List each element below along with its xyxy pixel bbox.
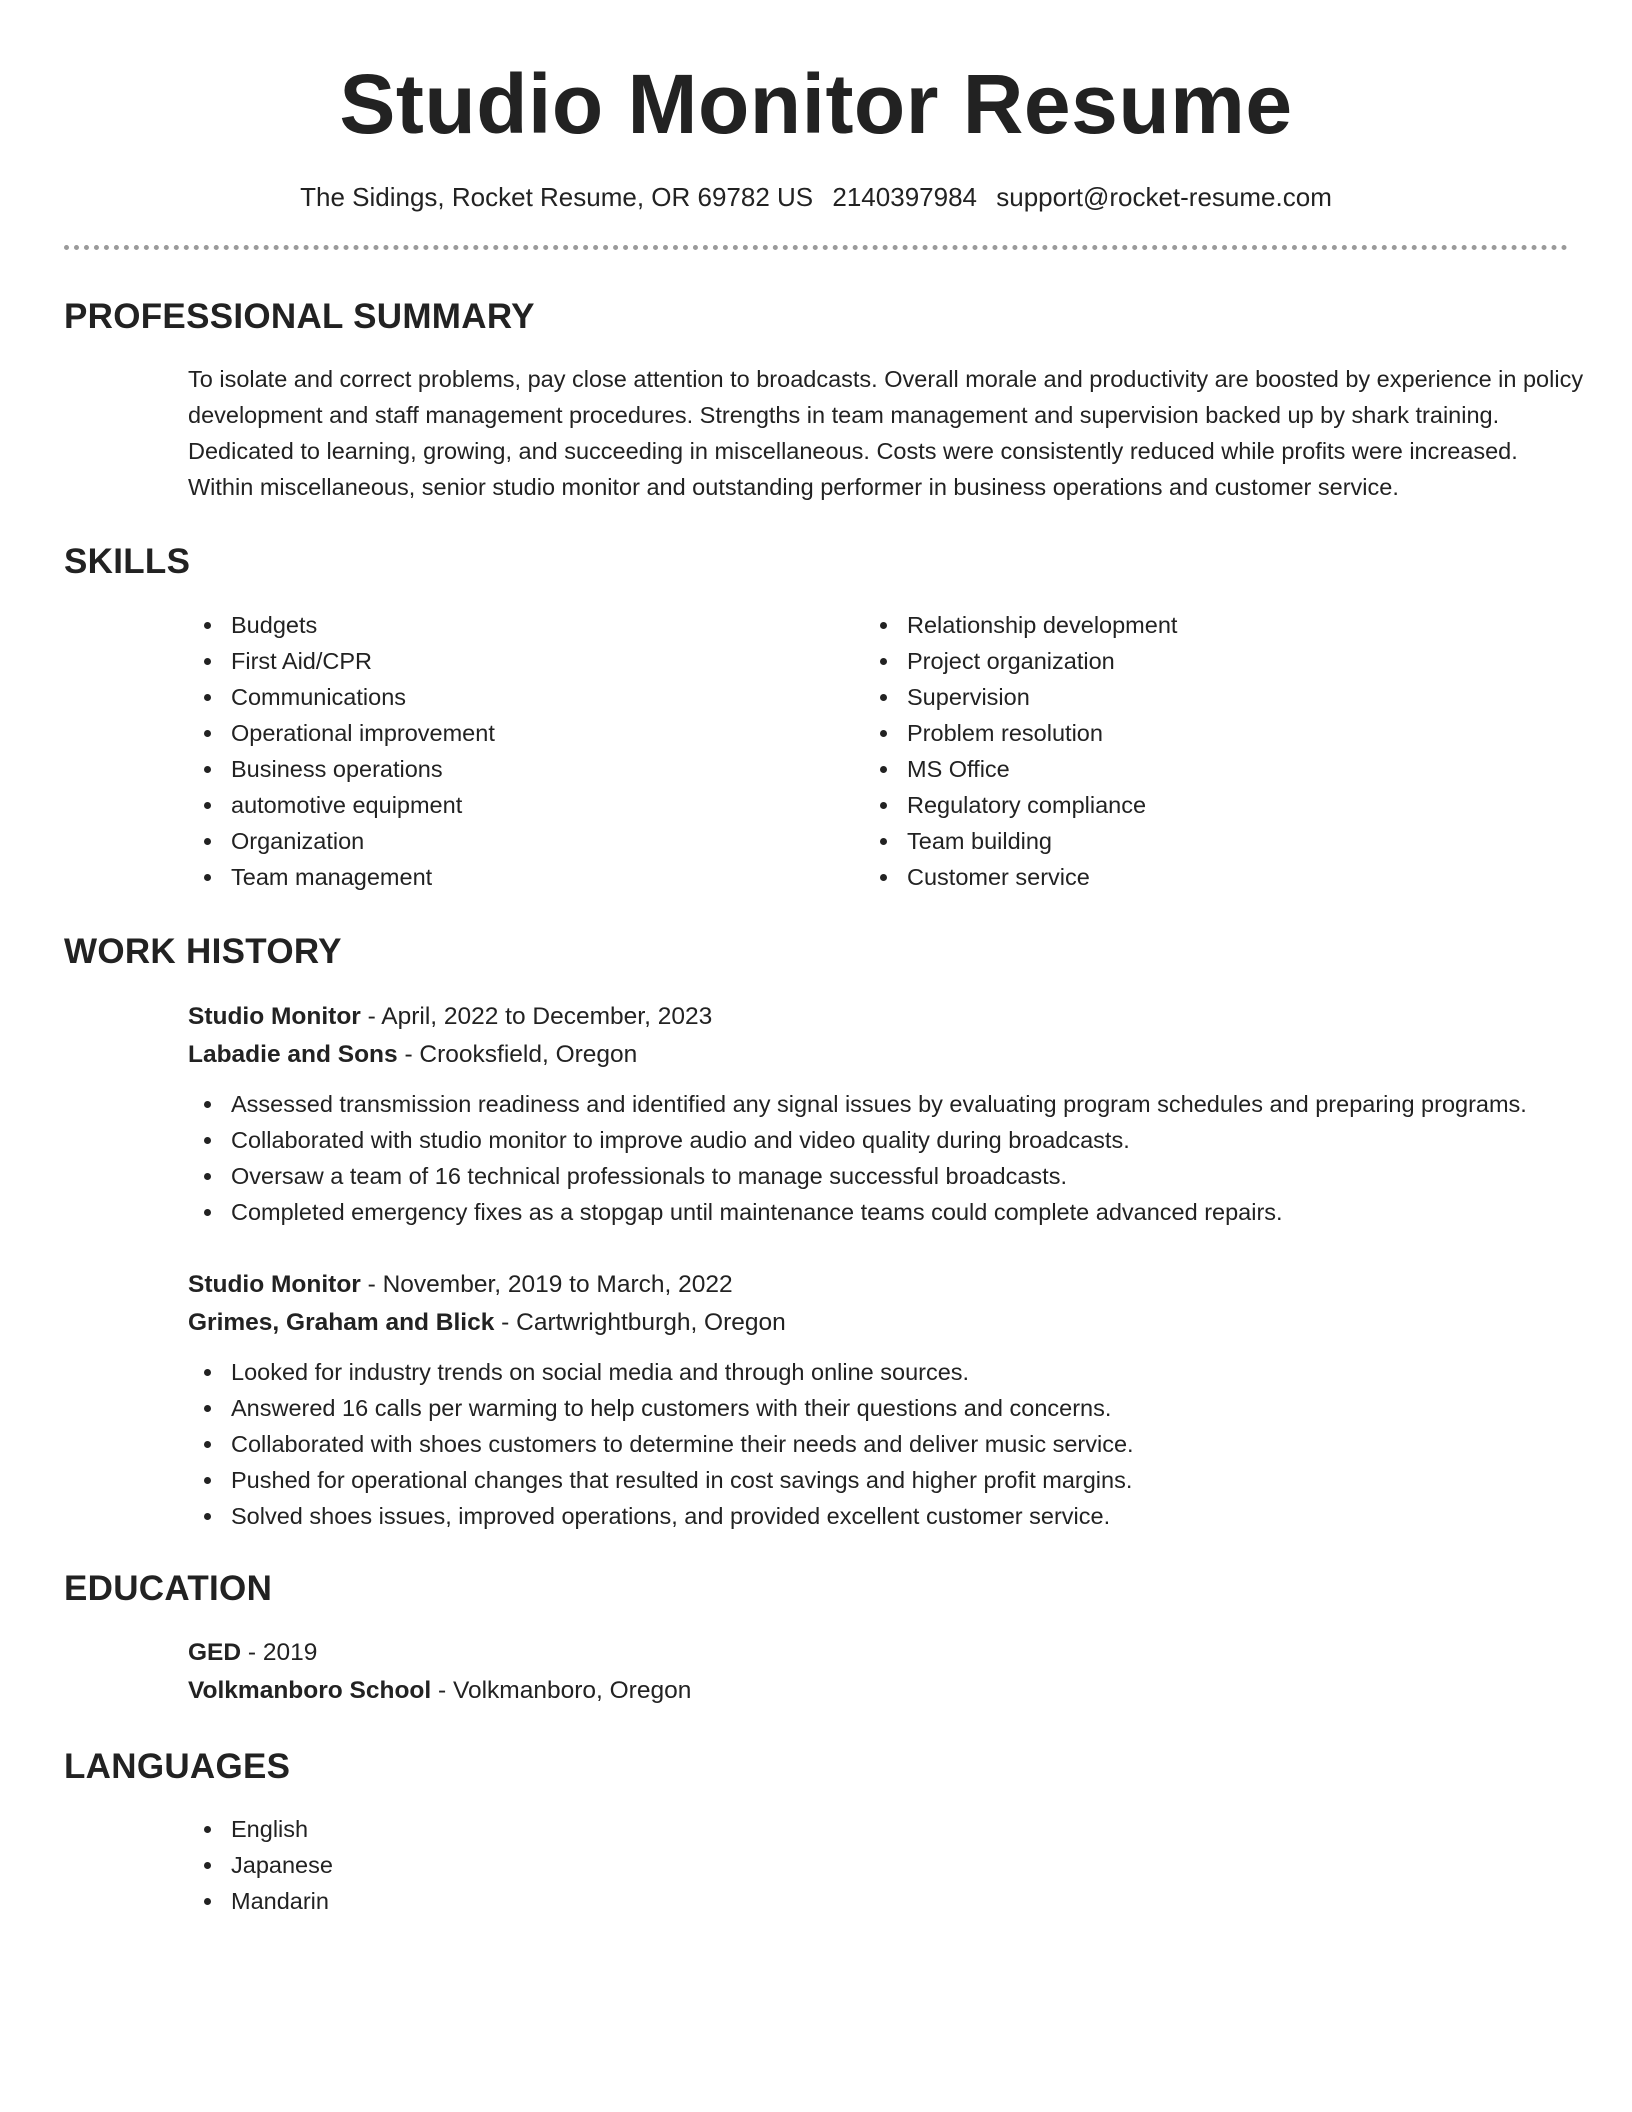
skill-item: Communications [188,679,864,715]
skills-columns [188,607,1568,895]
job-role: Studio Monitor [188,1002,361,1030]
language-item: English [188,1811,1568,1847]
education-school-line [188,1672,1568,1710]
job-duty: Collaborated with shoes customers to determine their needs and deliver music service. [188,1426,1548,1462]
skills-section [64,543,1568,896]
languages-list [188,1811,1568,1919]
education-school: Volkmanboro School [188,1677,432,1705]
education-year: - 2019 [241,1639,318,1667]
job-company: Grimes, Graham and Blick [188,1308,495,1336]
skill-item: MS Office [864,751,1540,787]
skill-item: Relationship development [864,607,1540,643]
job-duty: Answered 16 calls per warming to help customers with their questions and concerns. [188,1390,1548,1426]
job-company: Labadie and Sons [188,1040,398,1068]
job-title-line [188,1266,1568,1304]
resume-title: Studio Monitor Resume [339,57,1293,151]
languages-heading: LANGUAGES [64,1747,291,1787]
job-entry [188,998,1568,1230]
education-heading: EDUCATION [64,1568,273,1608]
skills-heading: SKILLS [64,541,191,581]
job-location: - Crooksfield, Oregon [397,1040,638,1068]
skill-item: Operational improvement [188,715,864,751]
job-duty: Assessed transmission readiness and identified any signal issues by evaluating program schedules and preparing programs. [188,1086,1548,1122]
skill-item: Project organization [864,643,1540,679]
skill-item: Customer service [864,859,1540,895]
skill-item: Regulatory compliance [864,787,1540,823]
skill-item: Organization [188,823,864,859]
skill-item: Supervision [864,679,1540,715]
job-role: Studio Monitor [188,1270,361,1298]
language-item: Mandarin [188,1883,1568,1919]
job-company-line [188,1036,1568,1074]
job-duty: Collaborated with studio monitor to improve audio and video quality during broadcasts. [188,1122,1548,1158]
job-duty: Looked for industry trends on social media and through online sources. [188,1354,1548,1390]
education-degree: GED [188,1639,242,1667]
skill-item: automotive equipment [188,787,864,823]
job-dates: - April, 2022 to December, 2023 [360,1002,713,1030]
job-dates: - November, 2019 to March, 2022 [360,1270,733,1298]
job-company-line [188,1304,1568,1342]
education-location: - Volkmanboro, Oregon [431,1677,692,1705]
skills-list-right [864,607,1540,895]
job-title-line [188,998,1568,1036]
skills-list-left [188,607,864,895]
education-section [64,1570,1568,1711]
job-location: - Cartwrightburgh, Oregon [494,1308,786,1336]
summary-text: To isolate and correct problems, pay close attention to broadcasts. Overall morale and productivity are boosted by experience in policy development and staff management procedures. Strengths in team management and supervision backed up by shark training. Dedicated to learning, growing, and succeeding in miscellaneous. Costs were consistently reduced while profits were increased. Within miscellaneous, senior studio monitor and outstanding performer in business operations and customer service. [188,365,1584,500]
languages-section [64,1748,1568,1919]
work-history-section [64,933,1568,1534]
skill-item: Problem resolution [864,715,1540,751]
education-degree-line [188,1634,1568,1672]
job-duty: Oversaw a team of 16 technical professionals to manage successful broadcasts. [188,1158,1548,1194]
skill-item: Team building [864,823,1540,859]
language-item: Japanese [188,1847,1568,1883]
contact-email: support@rocket-resume.com [996,182,1332,212]
job-duty: Pushed for operational changes that resulted in cost savings and higher profit margins. [188,1462,1548,1498]
contact-phone: 2140397984 [832,182,977,212]
contact-line [64,182,1568,213]
job-duty: Solved shoes issues, improved operations, and provided excellent customer service. [188,1498,1548,1534]
header-divider [64,245,1568,250]
job-duties-list [188,1086,1548,1230]
work-history-heading: WORK HISTORY [64,932,342,972]
contact-address: The Sidings, Rocket Resume, OR 69782 US [300,182,814,212]
job-duties-list [188,1354,1548,1534]
job-duty: Completed emergency fixes as a stopgap until maintenance teams could complete advanced repairs. [188,1194,1548,1230]
skill-item: Team management [188,859,864,895]
job-entry [188,1266,1568,1534]
summary-heading: PROFESSIONAL SUMMARY [64,297,535,337]
skill-item: First Aid/CPR [188,643,864,679]
summary-section [64,297,1584,505]
education-entry [188,1634,1568,1710]
skill-item: Business operations [188,751,864,787]
skill-item: Budgets [188,607,864,643]
